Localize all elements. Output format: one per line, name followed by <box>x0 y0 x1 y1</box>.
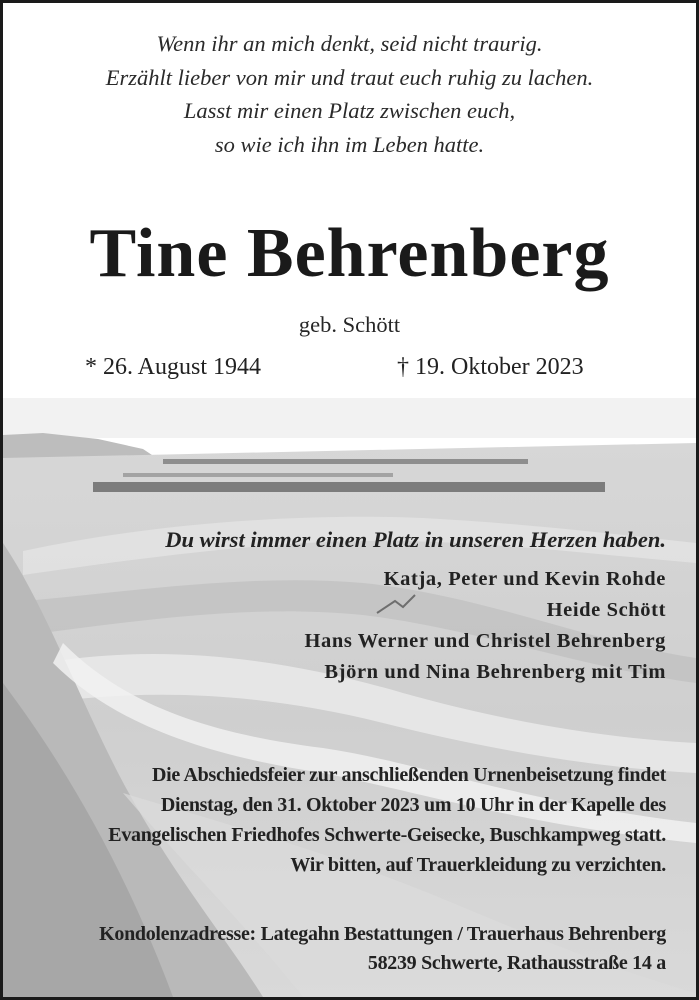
ceremony-line: Wir bitten, auf Trauerkleidung zu verzichten. <box>290 854 666 876</box>
ceremony-notice <box>108 760 666 880</box>
motto: Du wirst immer einen Platz in unseren Herzen haben. <box>165 527 666 552</box>
mourner-entry: Katja, Peter und Kevin Rohde <box>383 568 666 590</box>
poem-line: Wenn ihr an mich denkt, seid nicht traurig. <box>156 31 543 56</box>
mourner-entry: Hans Werner und Christel Behrenberg <box>304 630 666 652</box>
mourner-entry: Heide Schött <box>546 599 666 621</box>
deceased-name: Tine Behrenberg <box>89 215 610 292</box>
ceremony-line: Evangelischen Friedhofes Schwerte-Geisecke, Buschkampweg statt. <box>108 824 666 846</box>
mourner-entry: Björn und Nina Behrenberg mit Tim <box>324 661 666 683</box>
poem-line: so wie ich ihn im Leben hatte. <box>214 131 485 157</box>
poem-line: Erzählt lieber von mir und traut euch ruhig zu lachen. <box>105 64 594 90</box>
address-line: Kondolenzadresse: Lategahn Bestattungen / Trauerhaus Behrenberg <box>99 923 666 945</box>
ceremony-line: Dienstag, den 31. Oktober 2023 um 10 Uhr in der Kapelle des <box>160 794 666 816</box>
poem <box>3 27 696 161</box>
birth-date: * 26. August 1944 <box>85 354 262 380</box>
condolence-address <box>99 920 666 978</box>
ceremony-line: Die Abschiedsfeier zur anschließenden Urnenbeisetzung findet <box>151 764 666 786</box>
address-line: 58239 Schwerte, Rathausstraße 14 a <box>367 952 666 974</box>
death-date: † 19. Oktober 2023 <box>397 354 584 380</box>
poem-line: Lasst mir einen Platz zwischen euch, <box>183 98 516 123</box>
birth-name: geb. Schött <box>298 312 401 337</box>
mourners-list <box>304 564 666 688</box>
